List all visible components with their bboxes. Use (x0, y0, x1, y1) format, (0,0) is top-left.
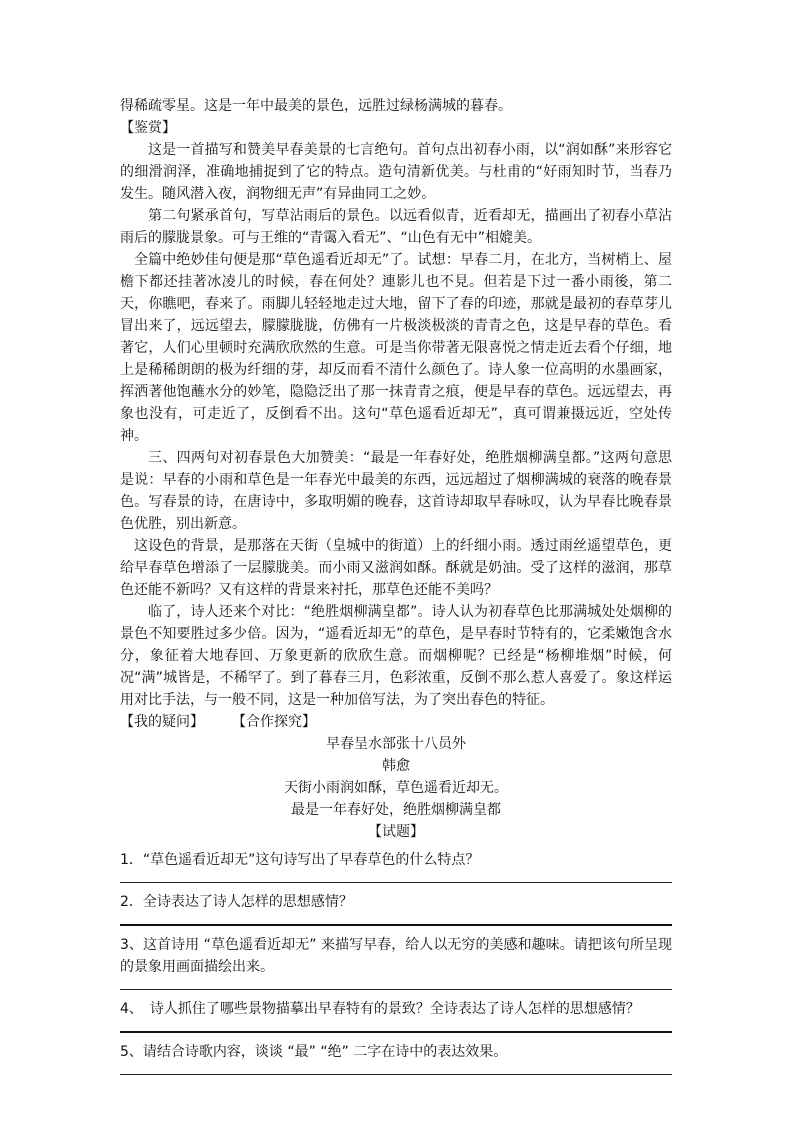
paragraph-2: 第二句紧承首句，写草沾雨后的景色。以远看似青，近看却无，描画出了初春小草沾雨后的朦胧景象。可与王维的“青霭入看无”、“山色有无中”相媲美。 (120, 208, 672, 246)
paragraph-1: 这是一首描写和赞美早春美景的七言绝句。首句点出初春小雨，以“润如酥”来形容它的细滑润泽，准确地捕捉到了它的特点。造句清新优美。与杜甫的“好雨知时节，当春乃发生。随风潜入夜，润物细无声”有异曲同工之妙。 (120, 142, 672, 202)
question-1: 1．“草色遥看近却无”这句诗写出了早春草色的什么特点？ (120, 852, 480, 868)
my-questions-heading: 【我的疑问】 (120, 714, 204, 730)
answer-line-4[interactable] (120, 1030, 672, 1033)
paragraph-5: 这设色的背景，是那落在天街（皇城中的街道）上的纤细小雨。透过雨丝遥望草色，更给早春草色增添了一层朦胧美。而小雨又滋润如酥。酥就是奶油。受了这样的滋润，那草色还能不新吗？又有这样的背景来衬托，那草色还能不美吗？ (120, 538, 672, 598)
document-page (120, 95, 672, 1083)
question-4: 4、 诗人抓住了哪些景物描摹出早春特有的景致？全诗表达了诗人怎样的思想感情？ (120, 1001, 640, 1017)
poem-line-2: 最是一年春好处，绝胜烟柳满皇都 (291, 802, 501, 818)
intro-tail: 得稀疏零星。这是一年中最美的景色，远胜过绿杨满城的暮春。 (120, 98, 512, 114)
poem-title: 早春呈水部张十八员外 (326, 736, 466, 752)
question-5: 5、请结合诗歌内容，谈谈 “最” “绝” 二字在诗中的表达效果。 (120, 1044, 508, 1060)
cooperation-heading: 【合作探究】 (232, 714, 316, 730)
poem-line-1: 天街小雨润如酥，草色遥看近却无。 (284, 780, 508, 796)
answer-line-2[interactable] (120, 923, 672, 926)
answer-line-1[interactable] (120, 881, 672, 883)
answer-line-5[interactable] (120, 1073, 672, 1075)
paragraph-3: 全篇中绝妙佳句便是那“草色遥看近却无”了。试想：早春二月，在北方，当树梢上、屋檐下都还挂著冰凌儿的时候，春在何处？連影儿也不見。但若是下过一番小雨後，第二天，你瞧吧，春来了。雨脚儿轻轻地走过大地，留下了春的印迹，那就是最初的春草芽儿冒出来了，远远望去，朦朦胧胧，仿佛有一片极淡极淡的青青之色，这是早春的草色。看著它，人们心里顿时充满欣欣然的生意。可是当你带著无限喜悦之情走近去看个仔细，地上是稀稀朗朗的极为纤细的芽，却反而看不清什么颜色了。诗人象一位高明的水墨画家，挥洒著他饱蘸水分的妙笔，隐隐泛出了那一抹青青之痕，便是早春的草色。远远望去，再象也没有，可走近了，反倒看不出。这句“草色遥看近却无”，真可谓兼摄远近，空处传神。 (120, 252, 672, 444)
paragraph-4: 三、四两句对初春景色大加赞美：“最是一年春好处，绝胜烟柳满皇都。”这两句意思是说：早春的小雨和草色是一年春光中最美的东西，远远超过了烟柳满城的衰落的晚春景色。写春景的诗，在唐诗中，多取明媚的晚春，这首诗却取早春咏叹，认为早春比晚春景色优胜，别出新意。 (120, 450, 672, 532)
exercises-heading: 【试题】 (368, 824, 424, 840)
appreciation-heading: 【鉴赏】 (120, 120, 176, 136)
question-2: 2．全诗表达了诗人怎样的思想感情？ (120, 894, 353, 910)
question-3: 3、这首诗用 “草色遥看近却无” 来描写早春，给人以无穷的美感和趣味。请把该句所呈现的景象用画面描绘出来。 (120, 937, 672, 975)
paragraph-6: 临了，诗人还来个对比：“绝胜烟柳满皇都”。诗人认为初春草色比那满城处处烟柳的景色不知要胜过多少倍。因为，“遥看近却无”的草色，是早春时节特有的，它柔嫩饱含水分，象征着大地春回、万象更新的欣欣生意。而烟柳呢？已经是“杨柳堆烟”时候，何况“满”城皆是，不稀罕了。到了暮春三月，色彩浓重，反倒不那么惹人喜爱了。象这样运用对比手法，与一般不同，这是一种加倍写法，为了突出春色的特征。 (120, 604, 672, 708)
poem-author: 韩愈 (382, 758, 410, 774)
section-heads-row (120, 711, 672, 733)
answer-line-3[interactable] (120, 988, 672, 990)
